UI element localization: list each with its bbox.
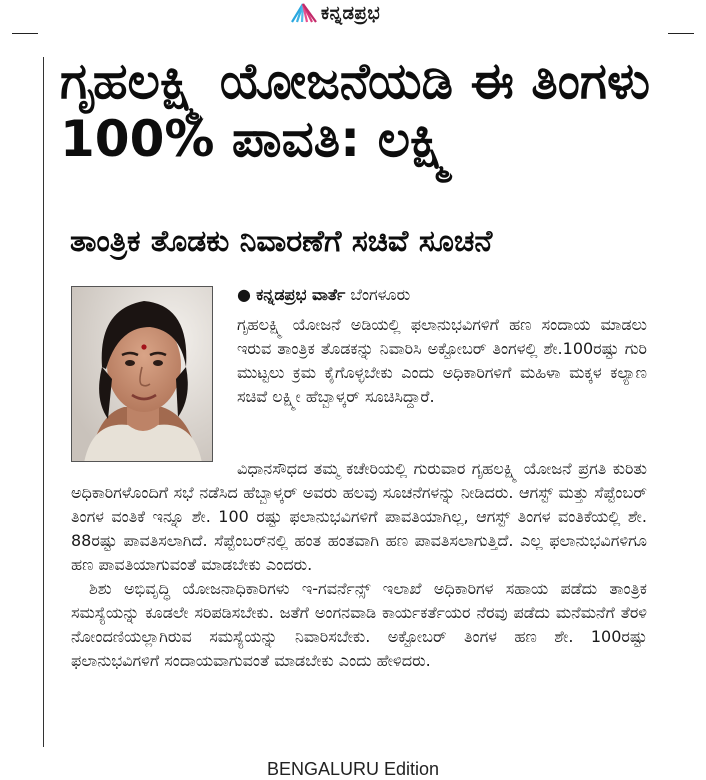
edition-label: BENGALURU Edition — [266, 759, 440, 779]
masthead-title: ಕನ್ನಡಪ್ರಭ — [321, 2, 381, 24]
subheadline: ತಾಂತ್ರಿಕ ತೊಡಕು ನಿವಾರಣೆಗೆ ಸಚಿವೆ ಸೂಚನೆ — [70, 224, 493, 259]
portrait-image — [72, 287, 213, 462]
article-paragraph: ಶಿಶು ಅಭಿವೃದ್ಧಿ ಯೋಜನಾಧಿಕಾರಿಗಳು ಇ-ಗವರ್ನೆನ್ಸ್ ಇಲಾಖೆ ಅಧಿಕಾರಿಗಳ ಸಹಾಯ ಪಡೆದು ತಾಂತ್ರಿಕ ಸಮಸ್ಯೆಯನ್ನು ಕೂಡಲೇ ಸರಿಪಡಿಸಬೇಕು. ಜತೆಗೆ ಅಂಗನವಾಡಿ ಕಾರ್ಯಕರ್ತೆಯರ ನೆರವು ಪಡೆದು ಮನೆಮನೆಗೆ ತೆರಳಿ ನೋಂದಣಿಯಲ್ಲಾಗಿರುವ ಸಮಸ್ಯೆಯನ್ನು ನಿವಾರಿಸಬೇಕು. ಅಕ್ಟೋಬರ್ ತಿಂಗಳ ಹಣ ಶೇ. 100ರಷ್ಟು ಫಲಾನುಭವಿಗಳಿಗೆ ಸಂದಾಯವಾಗುವಂತೆ ಮಾಡಬೇಕು ಎಂದು ಹೇಳಿದರು. — [71, 579, 647, 670]
fan-logo-icon — [288, 2, 318, 24]
byline-bullet: ● — [237, 285, 251, 304]
byline — [237, 283, 410, 307]
byline-source: ಕನ್ನಡಪ್ರಭ ವಾರ್ತೆ — [256, 285, 346, 304]
masthead — [288, 0, 380, 26]
article-column-full — [71, 457, 647, 673]
minister-photo — [71, 286, 213, 462]
article-paragraph: ವಿಧಾನಸೌಧದ ತಮ್ಮ ಕಚೇರಿಯಲ್ಲಿ ಗುರುವಾರ ಗೃಹಲಕ್ಷ್ಮಿ ಯೋಜನೆ ಪ್ರಗತಿ ಕುರಿತು ಅಧಿಕಾರಿಗಳೊಂದಿಗೆ ಸಭೆ ನಡೆಸಿದ ಹೆಬ್ಬಾಳ್ಕರ್ ಅವರು ಹಲವು ಸೂಚನೆಗಳನ್ನು ನೀಡಿದರು. ಆಗಸ್ಟ್ ಮತ್ತು ಸೆಪ್ಟೆಂಬರ್ ತಿಂಗಳ ವಂತಿಕೆ ಇನ್ನೂ ಶೇ. 100 ರಷ್ಟು ಫಲಾನುಭವಿಗಳಿಗೆ ಪಾವತಿಯಾಗಿಲ್ಲ, ಆಗಸ್ಟ್ ತಿಂಗಳ ವಂತಿಕೆಯಲ್ಲಿ ಶೇ. 88ರಷ್ಟು ಪಾವತಿಸಲಾಗಿದೆ. ಸೆಪ್ಟೆಂಬರ್‌ನಲ್ಲಿ ಹಂತ ಹಂತವಾಗಿ ಹಣ ಪಾವತಿಸಲಾಗುತ್ತಿದೆ. ಎಲ್ಲ ಫಲಾನುಭವಿಗಳಿಗೂ ಹಣ ಪಾವತಿಯಾಗುವಂತೆ ಮಾಡಬೇಕು ಎಂದರು. — [71, 459, 647, 574]
headline: ಗೃಹಲಕ್ಷ್ಮಿ ಯೋಜನೆಯಡಿ ಈ ತಿಂಗಳು 100% ಪಾವತಿ: ಲಕ್ಷ್ಮಿ — [60, 52, 651, 168]
header-rule-right — [668, 33, 694, 34]
article-column-right — [237, 313, 647, 409]
column-rule — [43, 57, 44, 747]
article-paragraph: ಗೃಹಲಕ್ಷ್ಮಿ ಯೋಜನೆ ಅಡಿಯಲ್ಲಿ ಫಲಾನುಭವಿಗಳಿಗೆ ಹಣ ಸಂದಾಯ ಮಾಡಲು ಇರುವ ತಾಂತ್ರಿಕ ತೊಡಕನ್ನು ನಿವಾರಿಸಿ ಅಕ್ಟೋಬರ್ ತಿಂಗಳಲ್ಲಿ ಶೇ.100ರಷ್ಟು ಗುರಿ ಮುಟ್ಟಲು ಕ್ರಮ ಕೈಗೊಳ್ಳಬೇಕು ಎಂದು ಅಧಿಕಾರಿಗಳಿಗೆ ಮಹಿಳಾ ಮಕ್ಕಳ ಕಲ್ಯಾಣ ಸಚಿವೆ ಲಕ್ಷ್ಮೀ ಹೆಬ್ಬಾಳ್ಕರ್ ಸೂಚಿಸಿದ್ದಾರೆ. — [237, 315, 647, 406]
byline-place: ಬೆಂಗಳೂರು — [350, 285, 411, 304]
header-rule-left — [12, 33, 38, 34]
